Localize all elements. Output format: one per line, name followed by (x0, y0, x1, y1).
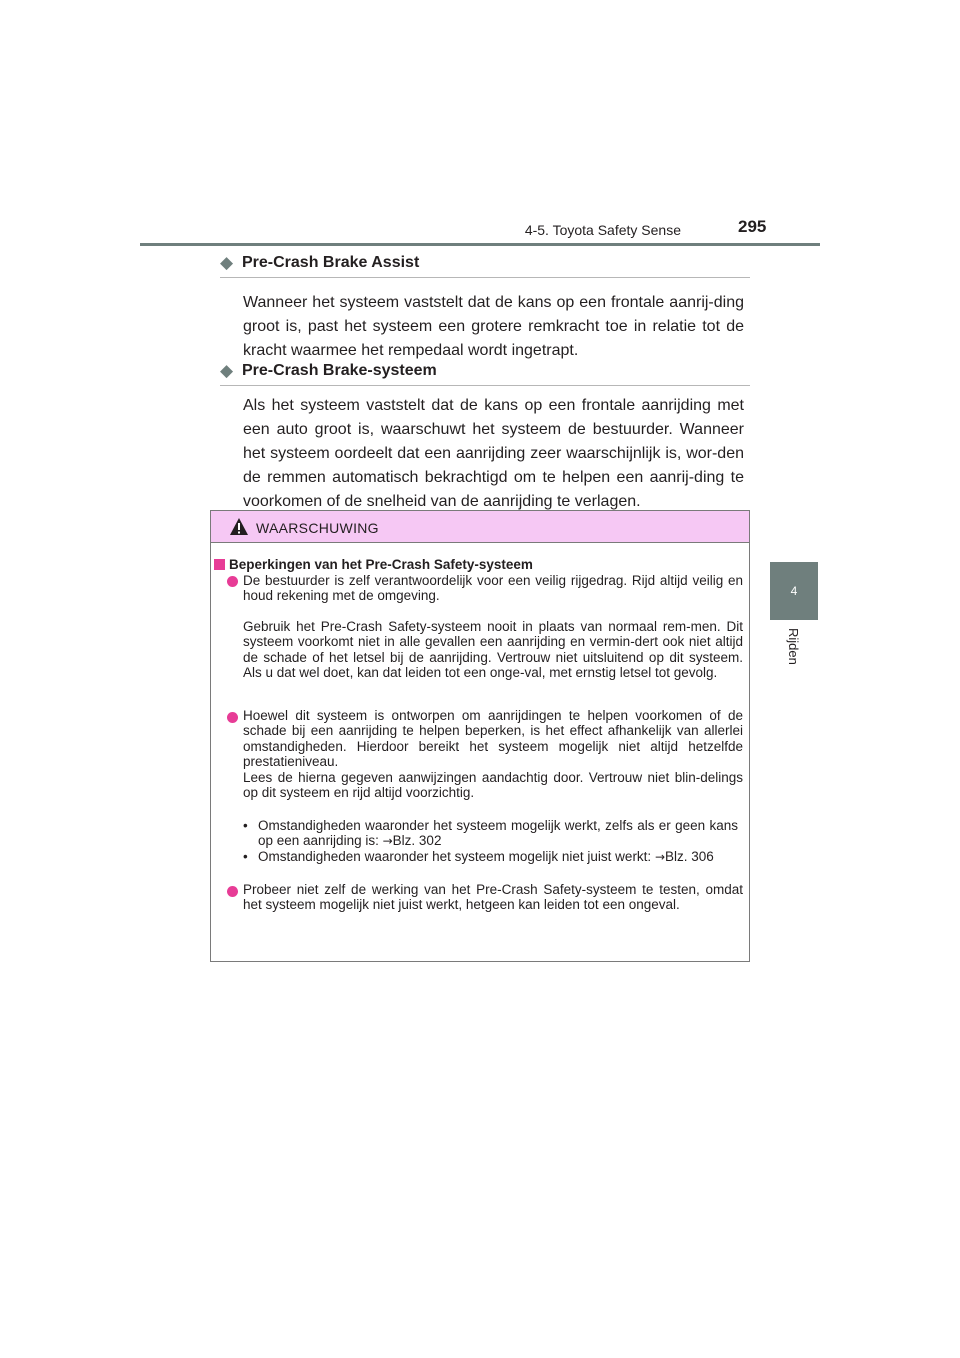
sub-bullet: • (243, 818, 248, 833)
sub-bullet-item (258, 818, 738, 850)
warning-header (211, 511, 749, 543)
warning-item-text: Hoewel dit systeem is ontworpen om aanrijdingen te helpen voorkomen of de schade bij een aanrijding te helpen beperken, is het effect afhankelijk van allerlei omstandigheden. Hierdoor bereikt het systeem mogelijk niet altijd hetzelfde prestatieniveau. (243, 708, 743, 770)
warning-item-text: Gebruik het Pre-Crash Safety-systeem nooit in plaats van normaal rem-men. Dit systeem voorkomt niet in alle gevallen een aanrijding en vermin-dert ook niet altijd de schade of het letsel bij de aanrijding. Vertrouw niet uitsluitend op dit systeem. Als u dat wel doet, kan dat leiden tot een onge-val, met ernstig letsel tot gevolg. (243, 619, 743, 681)
arrow-icon: → (654, 850, 666, 864)
warning-item-text: Probeer niet zelf de werking van het Pre-Crash Safety-systeem te testen, omdat het systeem mogelijk niet juist werkt, hetgeen kan leiden tot een ongeval. (243, 882, 743, 913)
circle-bullet-icon (227, 712, 238, 723)
section-title: Pre-Crash Brake Assist (242, 254, 420, 271)
circle-bullet-icon (227, 886, 238, 897)
section-title: Pre-Crash Brake-systeem (242, 362, 437, 379)
sub-bullet-text: Omstandigheden waaronder het systeem mogelijk niet juist werkt: (258, 849, 652, 864)
sub-bullet: • (243, 849, 248, 864)
section-heading-brake-system (220, 361, 750, 386)
sub-bullet-text: Omstandigheden waaronder het systeem mogelijk werkt, zelfs als er geen kans op een aanrijding is: (258, 818, 738, 849)
warning-title: WAARSCHUWING (256, 520, 379, 536)
warning-triangle-icon (229, 517, 249, 537)
section-body: Wanneer het systeem vaststelt dat de kans op een frontale aanrij-ding groot is, past het systeem een grotere remkracht toe in relatie tot de kracht waarmee het rempedaal wordt ingetrapt. (243, 294, 744, 359)
arrow-icon: → (382, 834, 393, 849)
section-body: Als het systeem vaststelt dat de kans op een frontale aanrijding met een auto groot is, waarschuwt het systeem de bestuurder. Wanneer het systeem oordeelt dat een aanrijding zeer waarschijnlijk is, wor-den de remmen automatisch bekrachtigd om te helpen een aanrij-ding te voorkomen of de snelheid van de aanrijding te verlagen. (243, 397, 744, 510)
chapter-number: 4 (790, 584, 798, 598)
circle-bullet-icon (227, 576, 238, 587)
diamond-icon: ◆ (220, 361, 234, 380)
warning-box (210, 510, 750, 962)
page-number: 295 (738, 217, 767, 236)
page-reference-link[interactable]: Blz. 306 (665, 849, 714, 864)
warning-subtitle: Beperkingen van het Pre-Crash Safety-systeem (229, 557, 533, 572)
chapter-label: Rijden (786, 628, 801, 665)
section-heading-brake-assist (220, 253, 750, 278)
diamond-icon: ◆ (220, 253, 234, 272)
chapter-tab (770, 562, 818, 620)
header-section-title: 4-5. Toyota Safety Sense (524, 222, 681, 238)
warning-item-text: De bestuurder is zelf verantwoordelijk voor een veilig rijgedrag. Rijd altijd veilig en houd rekening met de omgeving. (243, 573, 743, 604)
header-rule (140, 243, 820, 246)
sub-bullet-item (258, 849, 738, 865)
warning-item-text: Lees de hierna gegeven aanwijzingen aandachtig door. Vertrouw niet blin-delings op dit systeem en rijd altijd voorzichtig. (243, 770, 743, 801)
square-bullet-icon (214, 559, 225, 570)
page-reference-link[interactable]: Blz. 302 (392, 833, 442, 849)
